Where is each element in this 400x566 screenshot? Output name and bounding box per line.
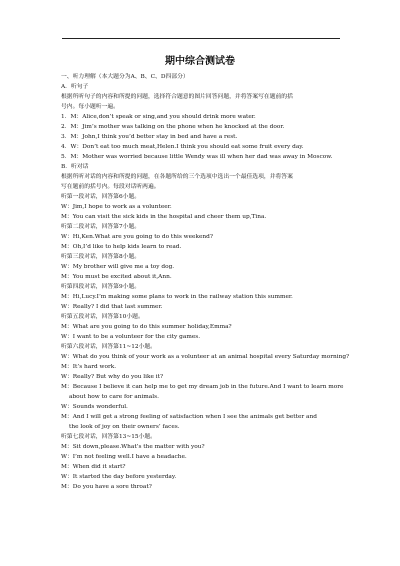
dialogue-line: W：I want to be a volunteer for the city games. xyxy=(61,334,201,340)
instruction-text: 根据所听对话的内容和所提的问题，在各题所给的三个选项中选出一个最佳选项，并将答案 xyxy=(61,174,293,180)
dialogue-line: M：Do you have a sore throat? xyxy=(61,484,152,490)
instruction-text: 号内。每小题听一遍。 xyxy=(61,104,119,110)
dialogue-line: W：Hi,Ken.What are you going to do this weekend? xyxy=(61,234,213,240)
dialogue-line: M：You can visit the sick kids in the hospital and cheer them up,Tina. xyxy=(61,214,267,220)
instruction-text: 写在题前的括号内。每段对话听两遍。 xyxy=(61,184,160,190)
dialogue-line: 3．M：John,I think you’d better stay in bed and have a rest. xyxy=(61,134,238,140)
dialogue-line: M：When did it start? xyxy=(61,464,126,470)
header-rule xyxy=(62,38,340,39)
dialogue-line: 5．M：Mother was worried because little Wendy was ill when her dad was away in Moscow. xyxy=(61,154,333,160)
dialogue-line: M：Sit down,please.What’s the matter with you? xyxy=(61,444,205,450)
dialogue-heading: 听第一段对话，回答第6小题。 xyxy=(61,194,141,200)
dialogue-heading: 听第五段对话，回答第10小题。 xyxy=(61,314,144,320)
dialogue-heading: 听第二段对话，回答第7小题。 xyxy=(61,224,141,230)
dialogue-line: 1．M：Alice,don’t speak or sing,and you should drink more water. xyxy=(61,114,256,120)
dialogue-line: 2．M：Jim’s mother was talking on the phone when he knocked at the door. xyxy=(61,124,285,130)
dialogue-heading: 听第七段对话，回答第13~15小题。 xyxy=(61,434,156,440)
dialogue-line: W：Really? I did that last summer. xyxy=(61,304,163,310)
page-title: 期中综合测试卷 xyxy=(165,56,235,67)
document-body xyxy=(61,72,351,492)
dialogue-line: M：It’s hard work. xyxy=(61,364,117,370)
dialogue-line: W：It started the day before yesterday. xyxy=(61,474,177,480)
section-heading: 一、听力理解（本大题分为A、B、C、D四部分） xyxy=(61,74,189,80)
dialogue-line: W：What do you think of your work as a volunteer at an animal hospital every Saturday morning? xyxy=(61,354,350,360)
dialogue-line: M：You must be excited about it,Ann. xyxy=(61,274,172,280)
dialogue-line: M：Because I believe it can help me to get my dream job in the future.And I want to learn more xyxy=(61,384,344,390)
dialogue-heading: 听第四段对话，回答第9小题。 xyxy=(61,284,141,290)
part-heading: A．听句子 xyxy=(61,84,89,90)
dialogue-line: W：I’m not feeling well.I have a headache. xyxy=(61,454,187,460)
dialogue-line: W：Sounds wonderful. xyxy=(61,404,128,410)
dialogue-line: M：Oh,I’d like to help kids learn to read. xyxy=(61,244,182,250)
dialogue-line: 4．W：Don’t eat too much meat,Helen.I think you should eat some fruit every day. xyxy=(61,144,304,150)
instruction-text: 根据所听句子的内容和所提的问题，选择符合题意的图片回答问题，并将答案写在题前的括 xyxy=(61,94,293,100)
dialogue-line: M：Hi,Lucy.I’m making some plans to work in the railway station this summer. xyxy=(61,294,293,300)
dialogue-line: M：What are you going to do this summer holiday,Emma? xyxy=(61,324,232,330)
dialogue-line-continued: about how to care for animals. xyxy=(69,394,159,400)
dialogue-line: W：My brother will give me a toy dog. xyxy=(61,264,175,270)
dialogue-heading: 听第三段对话，回答第8小题。 xyxy=(61,254,141,260)
part-heading: B．听对话 xyxy=(61,164,89,170)
dialogue-line: M：And I will get a strong feeling of satisfaction when I see the animals get better and xyxy=(61,414,317,420)
dialogue-line: W：Really? But why do you like it? xyxy=(61,374,164,380)
dialogue-heading: 听第六段对话，回答第11~12小题。 xyxy=(61,344,156,350)
dialogue-line-continued: the look of joy on their owners’ faces. xyxy=(69,424,180,430)
dialogue-line: W：Jim,I hope to work as a volunteer. xyxy=(61,204,172,210)
